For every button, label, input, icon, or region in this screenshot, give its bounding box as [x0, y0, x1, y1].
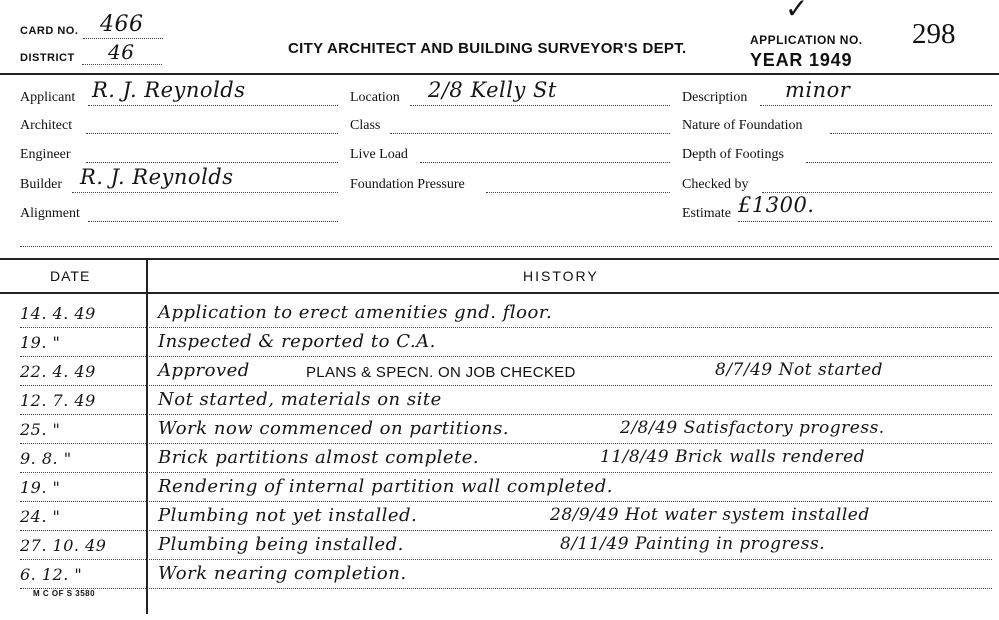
history-date: 12. 7. 49 — [20, 391, 96, 410]
engineer-line — [86, 162, 338, 163]
history-date: 24. " — [20, 507, 61, 526]
depth-of-footings-line — [806, 162, 992, 163]
builder-line — [72, 192, 338, 193]
district-label: DISTRICT — [20, 52, 75, 64]
live-load-line — [420, 162, 670, 163]
history-entry-followup: 8/11/49 Painting in progress. — [560, 534, 826, 554]
history-date: 22. 4. 49 — [20, 362, 96, 381]
applicant-line — [88, 105, 338, 106]
foundation-pressure-line — [486, 192, 670, 193]
application-no-label: APPLICATION NO. — [750, 33, 863, 47]
applicant-value: R. J. Reynolds — [92, 78, 246, 102]
description-label: Description — [682, 90, 748, 105]
foundation-pressure-label: Foundation Pressure — [350, 177, 465, 192]
form-code: M C OF S 3580 — [33, 589, 96, 598]
history-row-line — [20, 559, 992, 560]
estimate-value: £1300. — [738, 193, 815, 217]
year: YEAR 1949 — [750, 50, 853, 70]
application-no-value: 298 — [912, 18, 956, 50]
history-date: 19. " — [20, 333, 61, 352]
history-date: 27. 10. 49 — [20, 536, 107, 555]
architect-label: Architect — [20, 118, 73, 133]
history-entry: Plumbing not yet installed. — [158, 505, 418, 526]
builder-value: R. J. Reynolds — [80, 165, 234, 189]
history-row-line — [20, 472, 992, 473]
history-row-line — [20, 501, 992, 502]
check-mark: ✓ — [785, 0, 809, 25]
history-entry: Rendering of internal partition wall completed. — [158, 476, 613, 497]
engineer-label: Engineer — [20, 147, 71, 162]
history-top-rule — [0, 258, 999, 260]
history-date: 9. 8. " — [20, 449, 72, 468]
history-entry-followup: 8/7/49 Not started — [715, 360, 884, 380]
history-entry: Work now commenced on partitions. — [158, 418, 510, 439]
card-no-label: CARD NO. — [20, 25, 79, 37]
history-entry: Brick partitions almost complete. — [158, 447, 480, 468]
header-rule — [0, 73, 999, 75]
description-line — [760, 105, 992, 106]
history-entry: Not started, materials on site — [158, 389, 442, 410]
history-date: 14. 4. 49 — [20, 304, 96, 323]
card-no-value: 466 — [100, 12, 144, 37]
estimate-label: Estimate — [682, 206, 731, 221]
district-line — [82, 64, 162, 65]
district-value: 46 — [108, 40, 135, 64]
history-row-line — [20, 530, 992, 531]
department-title: CITY ARCHITECT AND BUILDING SURVEYOR'S DEPT. — [288, 40, 687, 57]
live-load-label: Live Load — [350, 147, 408, 162]
history-header-rule — [0, 292, 999, 294]
history-entry-followup: 2/8/49 Satisfactory progress. — [620, 418, 885, 438]
date-column-divider — [146, 259, 148, 614]
alignment-line — [88, 221, 338, 222]
history-stamp: PLANS & SPECN. ON JOB CHECKED — [306, 364, 576, 381]
date-header: DATE — [50, 268, 91, 284]
location-line — [410, 105, 670, 106]
class-label: Class — [350, 118, 381, 133]
history-entry: Work nearing completion. — [158, 563, 407, 584]
location-value: 2/8 Kelly St — [428, 78, 557, 102]
history-header: HISTORY — [523, 268, 599, 284]
history-date: 19. " — [20, 478, 61, 497]
history-entry-followup: 28/9/49 Hot water system installed — [550, 505, 870, 525]
description-value: minor — [785, 78, 851, 102]
history-entry-followup: 11/8/49 Brick walls rendered — [600, 447, 866, 467]
card-no-line — [83, 38, 163, 39]
checked-by-label: Checked by — [682, 177, 749, 192]
history-date: 6. 12. " — [20, 565, 83, 584]
history-row-line — [20, 385, 992, 386]
alignment-label: Alignment — [20, 206, 80, 221]
history-row-line — [20, 327, 992, 328]
nature-of-foundation-label: Nature of Foundation — [682, 118, 803, 133]
builder-label: Builder — [20, 177, 62, 192]
class-line — [390, 133, 670, 134]
history-row-line — [20, 414, 992, 415]
fields-bottom-line — [20, 246, 992, 247]
history-entry: Approved — [158, 360, 250, 381]
estimate-line — [738, 221, 992, 222]
location-label: Location — [350, 90, 400, 105]
depth-of-footings-label: Depth of Footings — [682, 147, 784, 162]
history-date: 25. " — [20, 420, 61, 439]
history-entry: Inspected & reported to C.A. — [158, 331, 436, 352]
history-row-line — [20, 588, 992, 589]
nature-of-foundation-line — [830, 133, 992, 134]
history-entry: Plumbing being installed. — [158, 534, 404, 555]
history-row-line — [20, 356, 992, 357]
architect-line — [86, 133, 338, 134]
history-entry: Application to erect amenities gnd. floor. — [158, 302, 553, 323]
applicant-label: Applicant — [20, 90, 76, 105]
history-row-line — [20, 443, 992, 444]
